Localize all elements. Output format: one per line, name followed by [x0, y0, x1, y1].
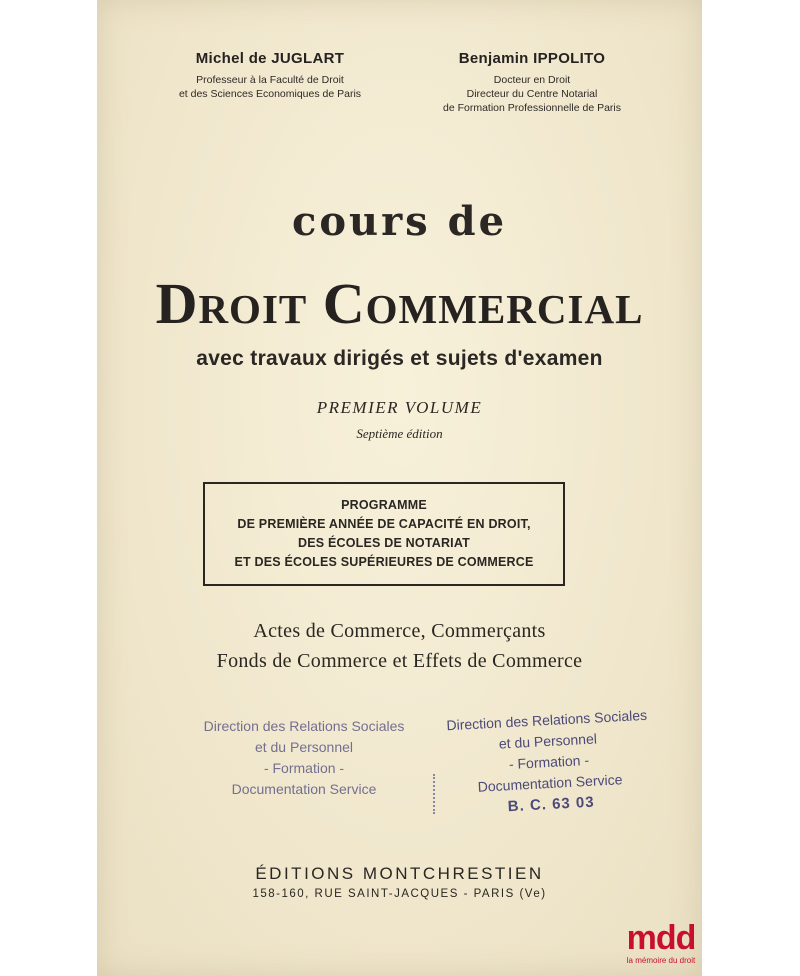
- author-affiliation: Professeur à la Faculté de Droit: [196, 74, 344, 86]
- stamp-line: et du Personnel: [254, 739, 354, 755]
- publisher-name: ÉDITIONS MONTCHRESTIEN: [255, 864, 544, 883]
- edition-label: Septième édition: [356, 426, 443, 441]
- author-affiliation: et des Sciences Economiques de Paris: [178, 88, 362, 100]
- subtitle: avec travaux dirigés et sujets d'examen: [196, 347, 603, 370]
- stamp-line: Direction des Relations Sociales: [446, 706, 648, 734]
- subject-line: Actes de Commerce, Commerçants: [253, 620, 546, 642]
- publisher-address: 158-160, RUE SAINT-JACQUES - PARIS (Ve): [252, 888, 547, 900]
- main-title-word: Commercial: [322, 271, 644, 336]
- volume-label: PREMIER VOLUME: [316, 398, 483, 417]
- library-stamp-left: [189, 716, 419, 800]
- programme-line: PROGRAMME: [341, 498, 427, 512]
- logo-tagline: la mémoire du droit: [626, 956, 696, 965]
- author-affiliation: de Formation Professionnelle de Paris: [442, 102, 621, 114]
- author-name: Michel de JUGLART: [195, 50, 345, 67]
- mdd-logo[interactable]: [622, 920, 700, 976]
- stamp-line: - Formation -: [508, 751, 590, 773]
- stamp-line: Documentation Service: [231, 781, 377, 797]
- author-affiliation: Docteur en Droit: [493, 74, 571, 86]
- library-stamp-right: [430, 704, 667, 821]
- book-title-page: [97, 0, 702, 976]
- stamp-line: Documentation Service: [477, 771, 623, 795]
- author-left: [145, 50, 395, 101]
- main-title: [97, 270, 702, 337]
- author-affiliation: Directeur du Centre Notarial: [466, 88, 598, 100]
- author-name: Benjamin IPPOLITO: [458, 50, 606, 67]
- programme-line: DE PREMIÈRE ANNÉE DE CAPACITÉ EN DROIT,: [237, 517, 531, 531]
- programme-line: DES ÉCOLES DE NOTARIAT: [297, 536, 470, 550]
- subject-line: Fonds de Commerce et Effets de Commerce: [216, 650, 583, 672]
- logo-mark: mdd: [626, 919, 696, 957]
- stamp-line: Direction des Relations Sociales: [203, 718, 405, 734]
- programme-box: [203, 482, 565, 586]
- stamp-code: B. C. 63 03: [507, 793, 596, 816]
- stamp-line: et du Personnel: [498, 730, 598, 752]
- author-right: [397, 50, 667, 115]
- programme-line: ET DES ÉCOLES SUPÉRIEURES DE COMMERCE: [234, 555, 534, 569]
- title-line-1: cours de: [291, 198, 508, 245]
- stamp-line: - Formation -: [263, 760, 345, 776]
- main-title-word: Droit: [155, 271, 308, 336]
